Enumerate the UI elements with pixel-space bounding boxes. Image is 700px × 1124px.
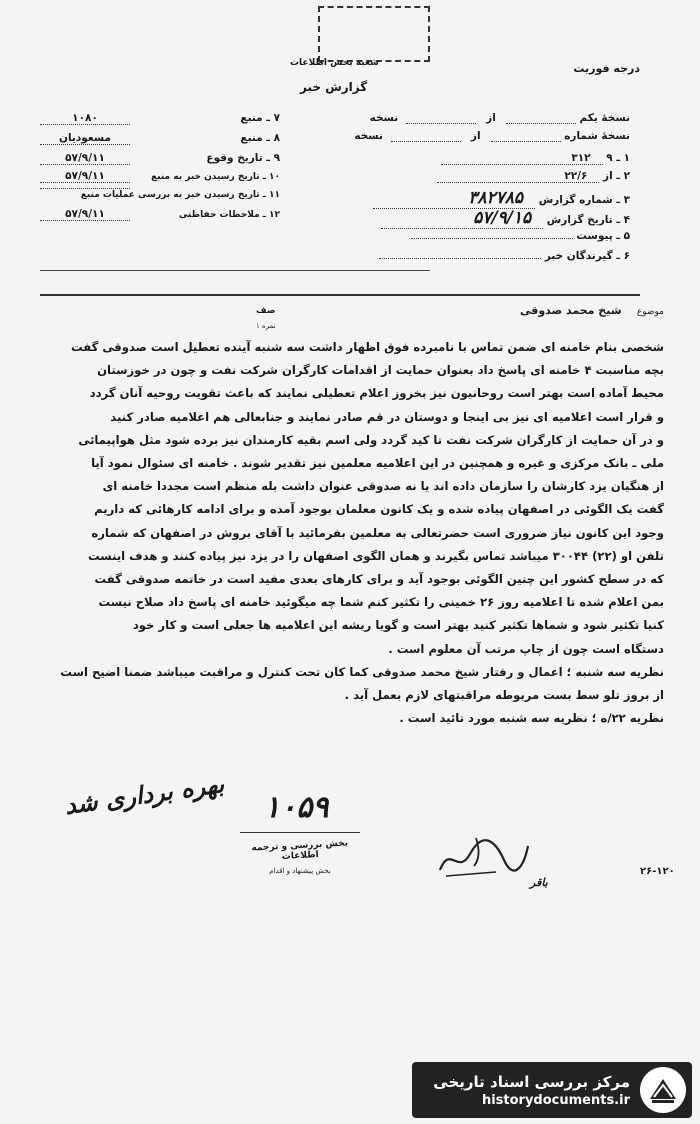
body-line: کنیا تکثیر شود و شماها تکثیر کنید بهتر است و گویا ریشه این اعلامیه ها جعلی است و کار خود [132,618,664,633]
body-line: تلفن او (۲۲) ۳۰۰۴۴ میباشد تماس بگیرند و همان الگوی اصفهان را در یزد نیز پیاده کنند و هدف اینست [88,548,664,563]
report-body [30,336,664,730]
left-field-value: ۵۷/۹/۱۱ [40,208,130,221]
left-field-value: ۱۰۸۰ [40,112,130,125]
left-field-value: ۵۷/۹/۱۱ [40,170,130,183]
right-field-value: ۳۸۲۷۸۵ [373,188,535,209]
right-field-value: ۳۱۲ [441,152,603,165]
right-field-label: ۴ ـ تاریخ گزارش [546,214,630,226]
archive-logo [412,1062,692,1118]
right-field-value: ۵۷/۹/۱۵ [381,208,543,229]
right-field-row [373,188,630,209]
field-dots [391,131,461,142]
subject-value: شیخ محمد صدوقی [520,304,622,317]
right-field-label: ۳ ـ شماره گزارش [538,194,630,206]
handwritten-number: ۱۰۵۹ [264,790,329,825]
body-line: بمن اعلام شده تا اعلامیه روز ۲۶ خمینی را تکثیر کنم شما چه میگوئید خامنه ای پاسخ داد صلاح نیست [98,595,664,610]
body-line: دستگاه است چون از چاپ مرتب آن معلوم است . [388,641,664,656]
right-field-row [441,152,630,165]
field-dots [491,131,561,142]
department-label: شعبه بخش اطلاعات [290,58,379,68]
right-field-row [370,112,630,124]
subject-line [520,304,664,317]
footer-code: ۲۶-۱۲۰ [640,866,675,877]
body-line: محیط آماده است بهتر است روحانیون نیز بخروز اعلام تعطیلی نمایند که باعث تقویت روحیه آنان گردد [89,386,664,401]
body-line: که در سطح کشور این چنین الگوئی بوجود آید و برای کارهای بعدی مفید است در خاتمه صدوقی گفت [94,572,664,587]
body-line: و در آن حمایت از کارگران شرکت نفت تا کید گردد ولی اسم بقیه کارمندان نیز برده شود مثل هواپیمائی [78,432,664,447]
left-field-label: ۱۲ ـ ملاحظات حفاظتی [178,210,280,220]
body-line: و قرار است اعلامیه ای نیز بی اینجا و دوستان در قم صادر نمایند و جنابعالی هم اعلامیه صادر کنید [110,409,664,424]
right-field-value [411,238,573,239]
logo-name: مرکز بررسی اسناد تاریخی [433,1072,630,1091]
body-line: ملی ـ بانک مرکزی و غیره و همچنین در این اعلامیه معلمین نیز تقدیر شوند . خامنه ای سئوال نمود آیا [91,456,664,471]
right-field-end: نسخه [354,130,383,142]
left-field-label: ۸ ـ منبع [240,132,280,144]
body-line: وجود این کانون نیاز ضروری است حضرتعالی به معلمین بفرمائید با آقای بروش در اصفهان که شماره [91,525,664,540]
left-field-label: ۷ ـ منبع [240,112,280,124]
field-dots [406,113,476,124]
right-field-value: ۲۲/۶ [437,170,599,183]
official-stamp [240,832,360,873]
body-line: از هنگیان یزد کارشان را سازمان داده اند یا نه صدوقی عنوان داشت بله منظم است مجددا خامنه ای [102,479,664,494]
signature-name: باقر [530,876,548,889]
right-field-row [379,250,630,262]
stamp-text: بخش بررسی و ترجمه اطلاعات [251,838,349,862]
classification-label: درجه فوریت [573,62,640,75]
right-field-row [437,170,630,183]
right-field-label: ۱ ـ ۹ [606,152,630,164]
left-field-row [40,152,280,164]
subject-side-note: صف [256,306,276,316]
opinion-line: نظریه سه شنبه ؛ اعمال و رفتار شیخ محمد صدوقی کما کان تحت کنترل و مراقبت میباشد ضمنا اضیح است [60,664,664,679]
left-field-value [40,188,130,189]
right-field-label: ۵ ـ پیوست [576,230,630,242]
header-rule [40,294,640,296]
opinion-line: از بروز تلو سط بست مربوطه مراقبتهای لازم بعمل آید . [344,688,664,703]
right-field-label: نسخهٔ یکم [579,112,630,124]
right-field-row [354,130,630,142]
opinion-line: نظریه ۲۲/ه ؛ نظریه سه شنبه مورد تائید است . [399,711,664,726]
right-field-end: نسخه [369,112,399,124]
subject-label: موضوع [636,307,664,317]
classification-stamp-box [318,6,430,62]
stamp-subtext: بخش پیشنهاد و اقدام [269,867,331,875]
right-field-mid: از [470,130,481,142]
right-field-mid: از [486,112,496,124]
left-field-row [40,112,280,124]
right-field-row [381,208,630,229]
signature-mark [436,826,532,890]
handwritten-note: بهره برداری شد [62,768,226,821]
right-field-label: ۶ ـ گیرندگان خبر [544,250,630,262]
left-field-row [40,132,280,144]
left-field-label: ۱۱ ـ تاریخ رسیدن خبر به بررسی عملیات منبع [80,190,280,200]
left-field-row [40,170,280,182]
right-field-label: نسخهٔ شماره [564,130,630,142]
left-field-row [40,208,280,220]
left-field-row [40,188,280,200]
logo-url: historydocuments.ir [481,1092,630,1108]
right-field-label: ۲ ـ از [603,170,630,182]
left-field-value: مسعودیان [40,132,130,145]
body-line: بچه مناسبت ۴ خامنه ای پاسخ داد بعنوان حمایت از اقدامات کارگران شرکت نفت و چون در خوزستان [97,363,664,378]
left-field-label: ۱۰ ـ تاریخ رسیدن خبر به منبع [151,172,280,182]
right-field-row [411,230,630,242]
body-line: شخصی بنام خامنه ای ضمن تماس با نامبرده فوق اظهار داشت سه شنبه آینده تعطیل است صدوقی گفت [71,340,664,354]
left-field-value: ۵۷/۹/۱۱ [40,152,130,165]
header-rule-short [40,270,430,271]
left-field-label: ۹ ـ تاریخ وقوع [206,152,280,164]
body-line: گفت یک الگوئی در اصفهان پیاده شده و یک کانون معلمان بوجود آمده و برای ادامه کارهائی که داریم [94,502,664,517]
right-field-value [379,258,541,259]
report-title: گزارش خبر [300,80,368,94]
book-scroll-icon [638,1065,688,1115]
field-dots [506,113,576,124]
subject-side-sub: نمره ۱ [256,322,276,330]
